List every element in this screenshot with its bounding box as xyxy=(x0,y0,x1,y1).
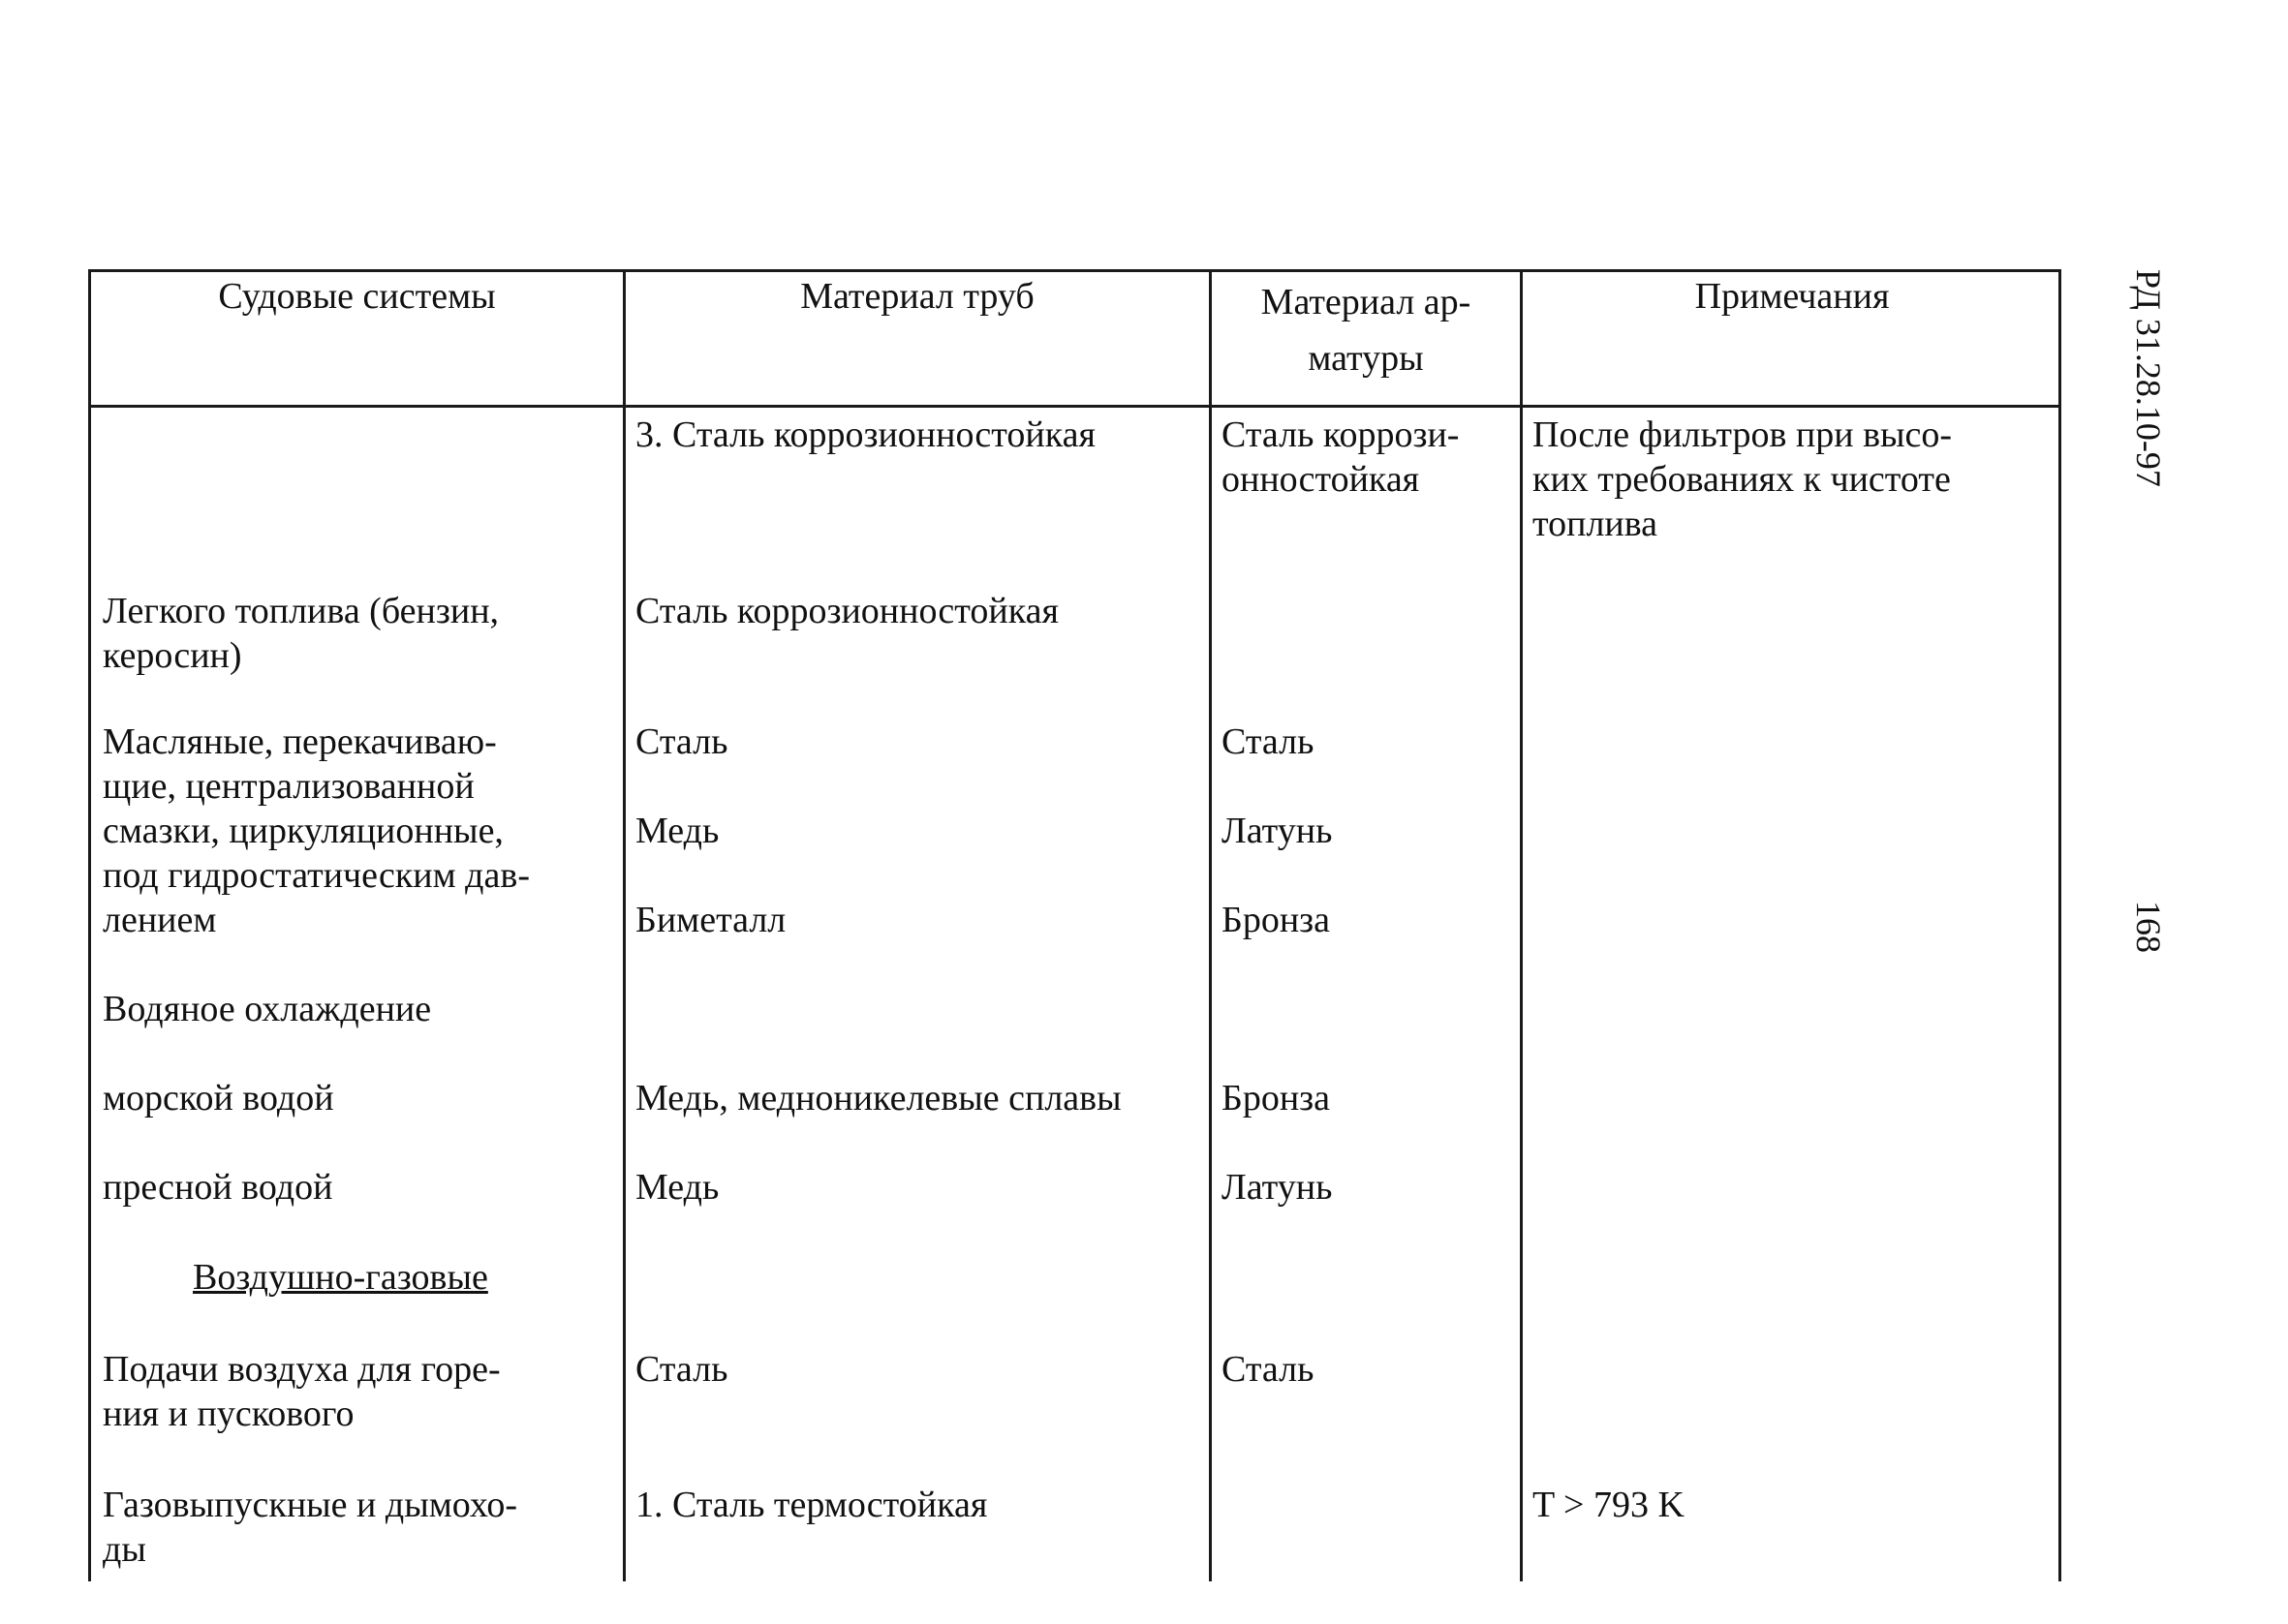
row5-pipe: Медь xyxy=(635,1167,720,1208)
row3-system: Водяное охлаждение xyxy=(103,989,432,1029)
row2-system: Масляные, перекачиваю- щие, централизованной смазки, циркуляционные, под гидростатическим дав- лением xyxy=(103,721,530,940)
column-divider-3 xyxy=(1520,272,1523,1581)
header-divider xyxy=(91,405,2058,408)
row2-pipe-1: Сталь xyxy=(635,721,728,762)
row4-pipe: Медь, медноникелевые сплавы xyxy=(635,1078,1122,1118)
page-number: 168 xyxy=(2129,901,2168,953)
row0-note: После фильтров при высо- ких требованиях к чистоте топлива xyxy=(1532,414,1953,544)
row1-system: Легкого топлива (бензин, керосин) xyxy=(103,591,500,676)
document-code: РД 31.28.10-97 xyxy=(2129,269,2168,487)
section-air-gas: Воздушно-газовые xyxy=(193,1257,488,1298)
row2-fitting-2: Латунь xyxy=(1221,811,1333,851)
row7-pipe: Сталь xyxy=(635,1349,728,1390)
row0-fitting: Сталь коррози- онностойкая xyxy=(1221,414,1460,500)
row4-system: морской водой xyxy=(103,1078,334,1118)
row2-fitting-1: Сталь xyxy=(1221,721,1314,762)
row5-system: пресной водой xyxy=(103,1167,333,1208)
row2-pipe-3: Биметалл xyxy=(635,900,787,940)
row5-fitting: Латунь xyxy=(1221,1167,1333,1208)
row4-fitting: Бронза xyxy=(1221,1078,1331,1118)
header-pipe-material: Материал труб xyxy=(800,276,1035,317)
header-notes: Примечания xyxy=(1694,276,1890,317)
row8-note: T > 793 K xyxy=(1532,1485,1685,1525)
row1-pipe: Сталь коррозионностойкая xyxy=(635,591,1059,631)
row2-pipe-2: Медь xyxy=(635,811,720,851)
header-ship-systems: Судовые системы xyxy=(218,276,496,317)
row0-pipe: 3. Сталь коррозионностойкая xyxy=(635,414,1096,455)
row7-system: Подачи воздуха для горе- ния и пускового xyxy=(103,1349,501,1434)
row8-pipe: 1. Сталь термостойкая xyxy=(635,1485,988,1525)
materials-table xyxy=(88,269,2061,1581)
row8-system: Газовыпускные и дымохо- ды xyxy=(103,1485,518,1570)
row7-fitting: Сталь xyxy=(1221,1349,1314,1390)
header-fitting-material: Материал ар- матуры xyxy=(1260,282,1471,379)
row2-fitting-3: Бронза xyxy=(1221,900,1331,940)
column-divider-1 xyxy=(623,272,626,1581)
column-divider-2 xyxy=(1209,272,1212,1581)
